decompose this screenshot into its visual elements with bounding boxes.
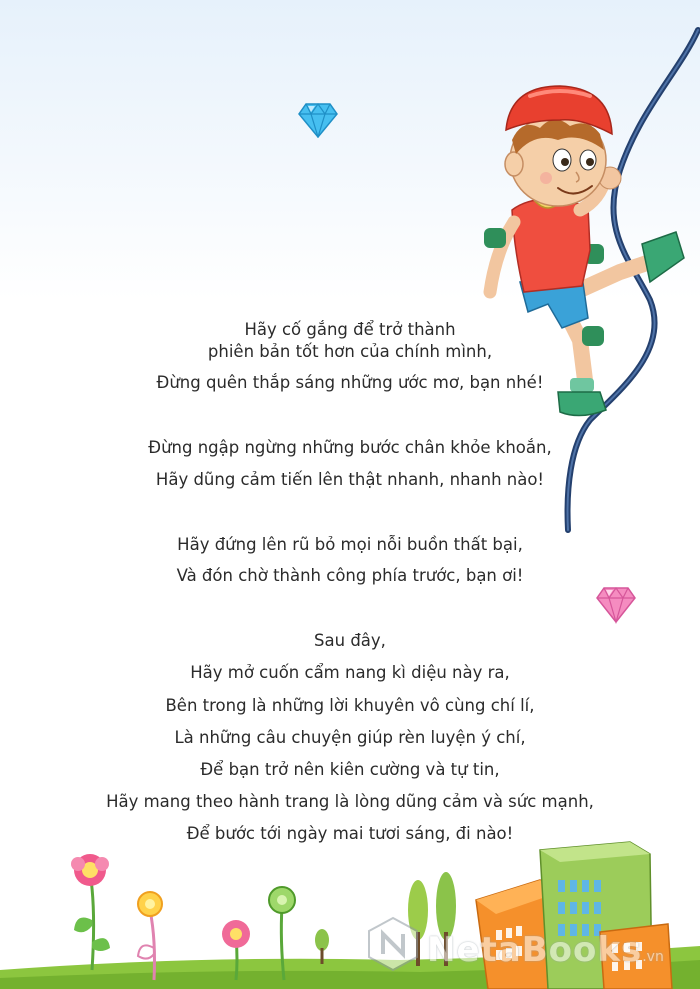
climbing-boy-illustration xyxy=(470,0,700,540)
pink-diamond-icon xyxy=(596,586,636,624)
netabooks-logo-icon xyxy=(365,916,421,972)
watermark-suffix: .vn xyxy=(642,949,664,965)
poem-line: Hãy mang theo hành trang là lòng dũng cảm và sức mạnh, xyxy=(106,792,594,811)
watermark xyxy=(365,910,700,970)
blue-diamond-icon xyxy=(298,102,338,138)
poem-line: Và đón chờ thành công phía trước, bạn ơi! xyxy=(176,566,524,585)
poem-line: Là những câu chuyện giúp rèn luyện ý chí, xyxy=(174,728,526,747)
poem-line: Hãy dũng cảm tiến lên thật nhanh, nhanh nào! xyxy=(155,470,545,489)
poem-line: Sau đây, xyxy=(314,631,386,650)
poem-line: Đừng quên thắp sáng những ước mơ, bạn nhé! xyxy=(156,373,544,392)
poem-line: Hãy cố gắng để trở thành xyxy=(244,320,456,339)
poem-line: phiên bản tốt hơn của chính mình, xyxy=(207,342,493,361)
poem-line: Hãy mở cuốn cẩm nang kì diệu này ra, xyxy=(190,663,510,682)
poem-line: Bên trong là những lời khuyên vô cùng chí lí, xyxy=(165,696,535,715)
poem-line: Đừng ngập ngừng những bước chân khỏe khoắn, xyxy=(148,438,552,457)
watermark-brand: NetaBooks xyxy=(427,930,643,970)
watermark-text xyxy=(427,930,664,970)
poem-line: Để bước tới ngày mai tươi sáng, đi nào! xyxy=(186,824,514,843)
poem-line: Để bạn trở nên kiên cường và tự tin, xyxy=(200,760,500,779)
poem-line: Hãy đứng lên rũ bỏ mọi nỗi buồn thất bại, xyxy=(177,535,523,554)
